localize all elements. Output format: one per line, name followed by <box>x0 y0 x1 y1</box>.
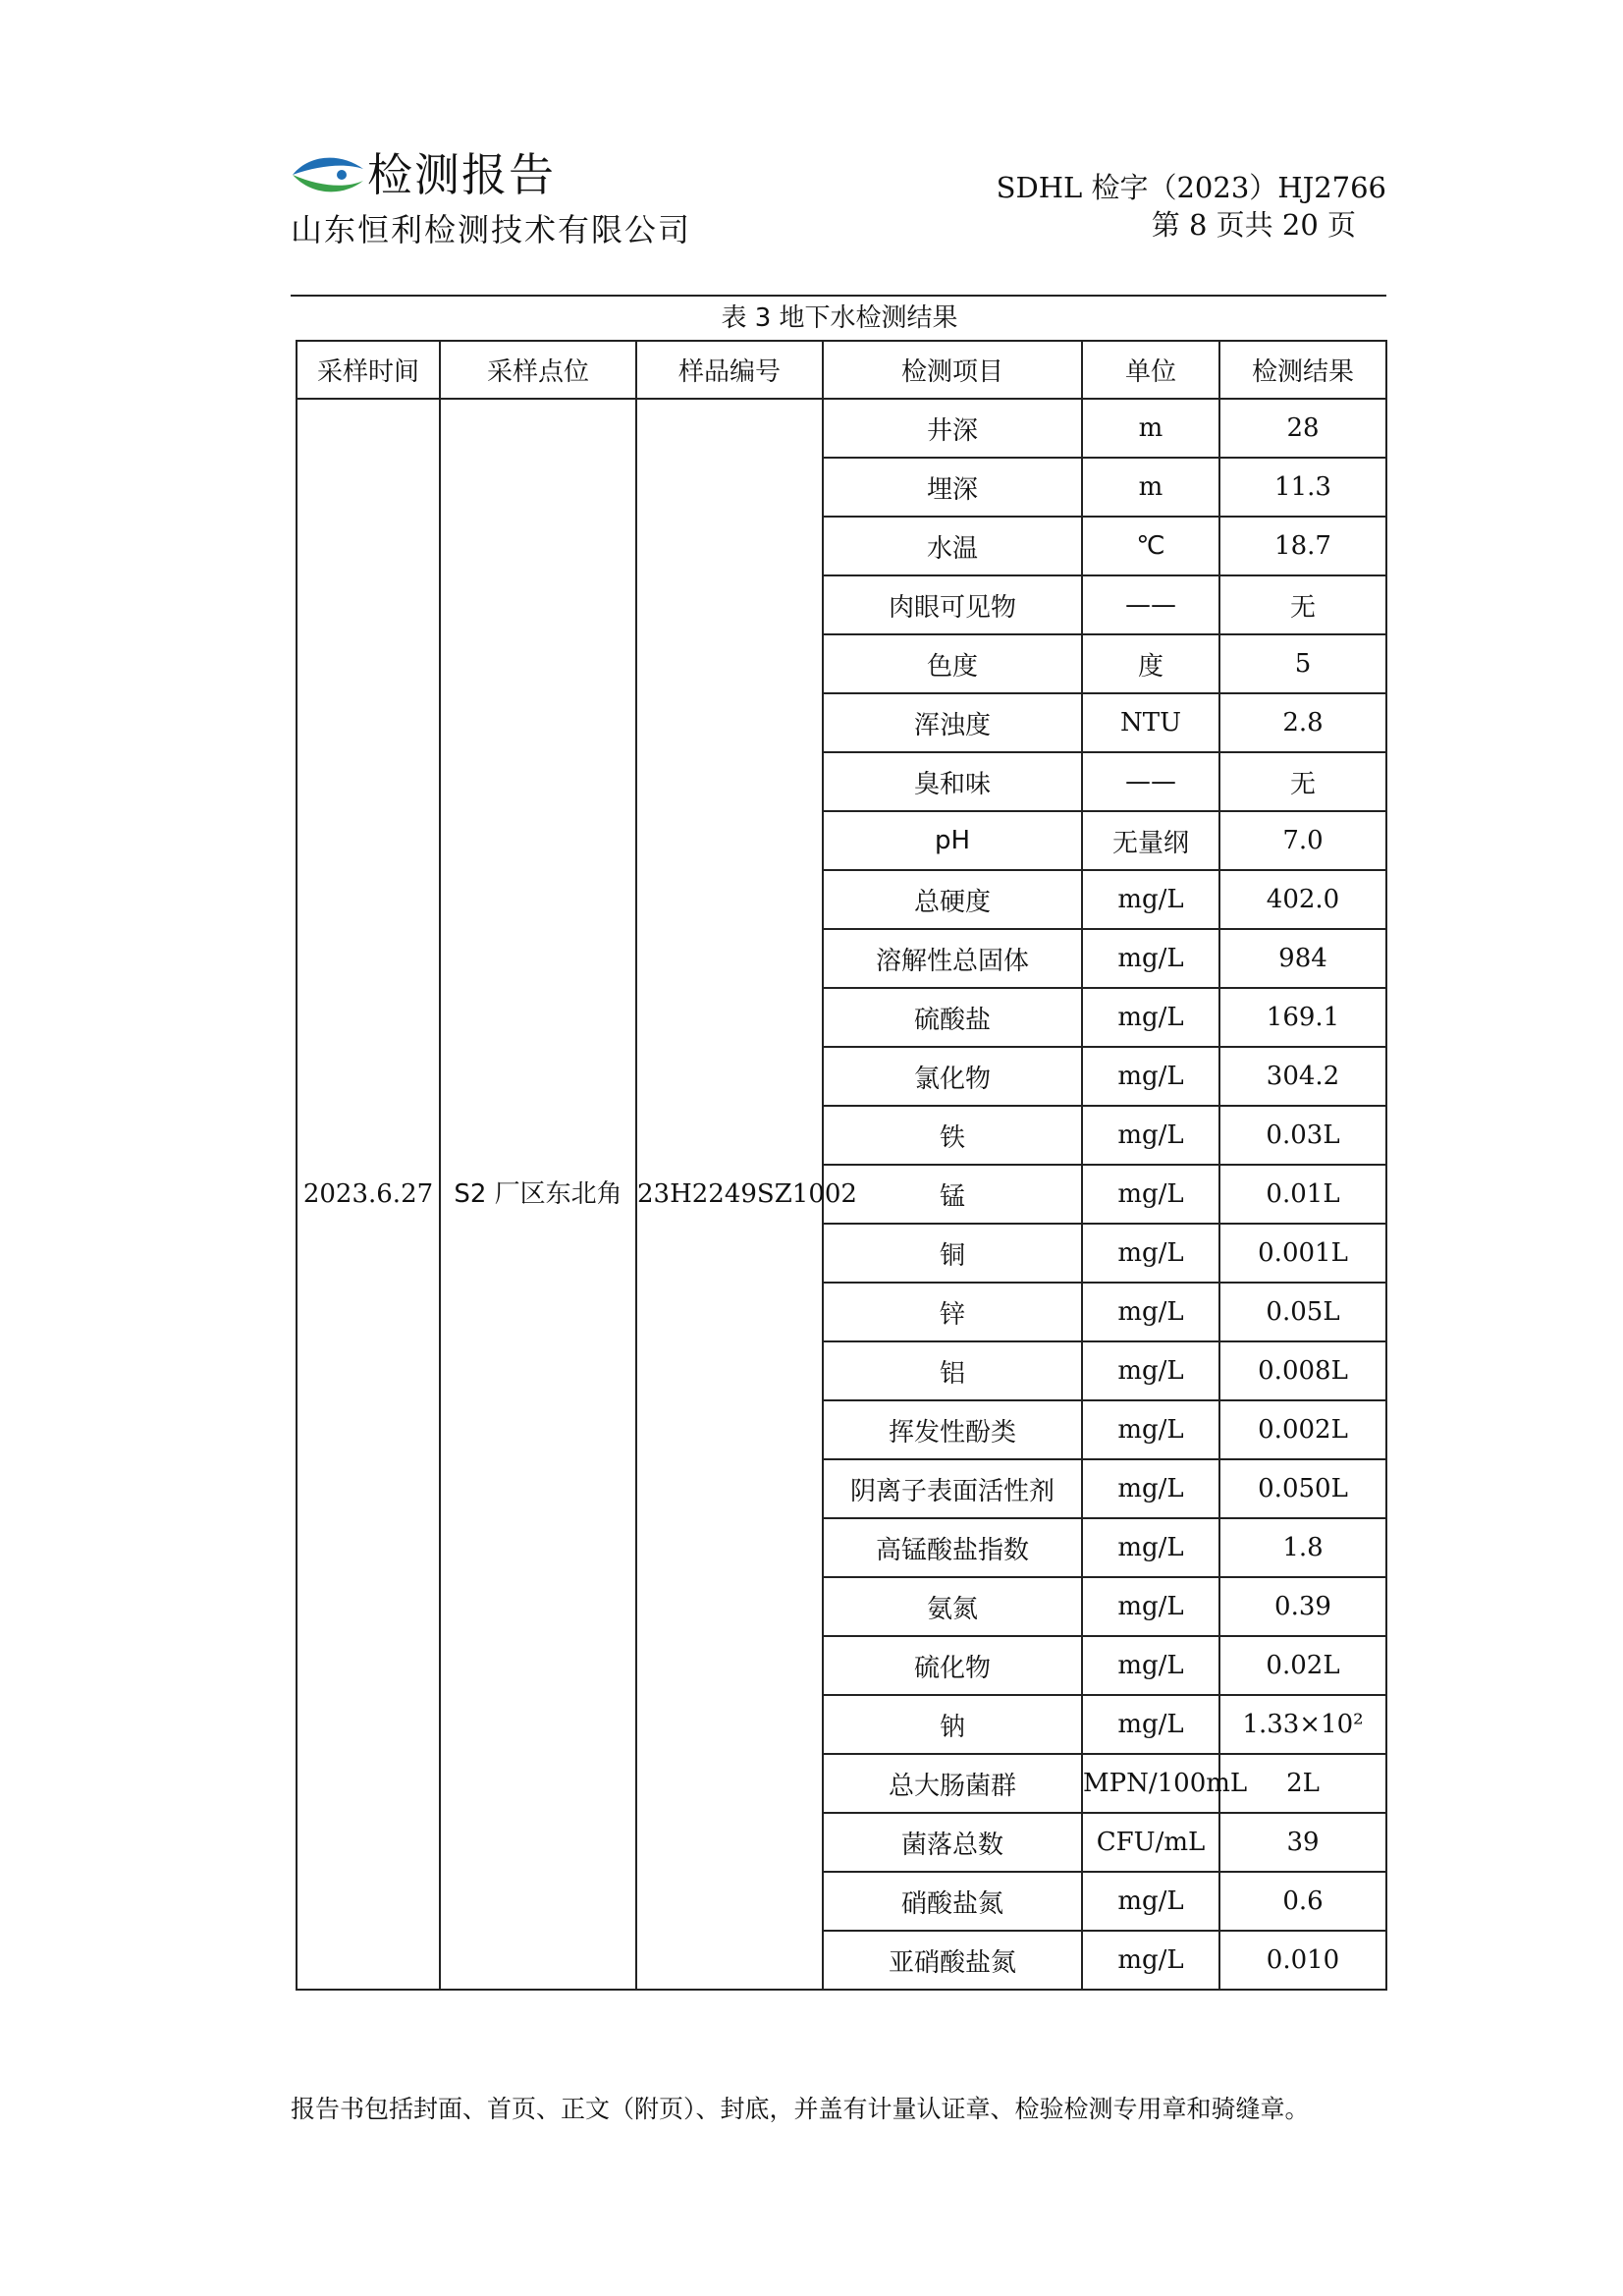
results-table <box>296 340 1387 1991</box>
table-header-row <box>297 341 1386 399</box>
result-cell: 1.33×10² <box>1219 1695 1386 1754</box>
header-unit: 单位 <box>1082 341 1219 399</box>
header-sample-site: 采样点位 <box>440 341 636 399</box>
result-cell: 2.8 <box>1219 693 1386 752</box>
test-item-cell: 铜 <box>823 1224 1082 1283</box>
test-item-cell: 臭和味 <box>823 752 1082 811</box>
unit-cell: m <box>1082 458 1219 517</box>
test-item-cell: 菌落总数 <box>823 1813 1082 1872</box>
result-cell: 304.2 <box>1219 1047 1386 1106</box>
unit-cell: mg/L <box>1082 870 1219 929</box>
unit-cell: mg/L <box>1082 1341 1219 1400</box>
sample-site-cell: S2 厂区东北角 <box>440 399 636 1990</box>
result-cell: 0.03L <box>1219 1106 1386 1165</box>
test-item-cell: 总硬度 <box>823 870 1082 929</box>
sample-id-cell: 23H2249SZ1002 <box>636 399 823 1990</box>
result-cell: 无 <box>1219 752 1386 811</box>
test-item-cell: 铁 <box>823 1106 1082 1165</box>
result-cell: 28 <box>1219 399 1386 458</box>
report-title: 检测报告 <box>367 148 556 201</box>
test-item-cell: 铝 <box>823 1341 1082 1400</box>
company-name: 山东恒利检测技术有限公司 <box>291 211 692 248</box>
unit-cell: m <box>1082 399 1219 458</box>
result-cell: 0.02L <box>1219 1636 1386 1695</box>
result-cell: 402.0 <box>1219 870 1386 929</box>
unit-cell: mg/L <box>1082 1106 1219 1165</box>
result-cell: 984 <box>1219 929 1386 988</box>
unit-cell: 度 <box>1082 634 1219 693</box>
test-item-cell: 水温 <box>823 517 1082 575</box>
result-cell: 169.1 <box>1219 988 1386 1047</box>
result-cell: 无 <box>1219 575 1386 634</box>
unit-cell: mg/L <box>1082 1695 1219 1754</box>
result-cell: 11.3 <box>1219 458 1386 517</box>
table-title: 表 3 地下水检测结果 <box>721 303 958 333</box>
header-sample-id: 样品编号 <box>636 341 823 399</box>
report-number: SDHL 检字（2023）HJ2766 <box>996 171 1386 204</box>
unit-cell: mg/L <box>1082 929 1219 988</box>
test-item-cell: 氯化物 <box>823 1047 1082 1106</box>
result-cell: 7.0 <box>1219 811 1386 870</box>
unit-cell: mg/L <box>1082 1283 1219 1341</box>
unit-cell: 无量纲 <box>1082 811 1219 870</box>
test-item-cell: 埋深 <box>823 458 1082 517</box>
unit-cell: mg/L <box>1082 1518 1219 1577</box>
unit-cell: mg/L <box>1082 1459 1219 1518</box>
test-item-cell: 溶解性总固体 <box>823 929 1082 988</box>
header-divider <box>291 295 1386 297</box>
test-item-cell: 肉眼可见物 <box>823 575 1082 634</box>
test-item-cell: 硝酸盐氮 <box>823 1872 1082 1931</box>
test-item-cell: 钠 <box>823 1695 1082 1754</box>
test-item-cell: 阴离子表面活性剂 <box>823 1459 1082 1518</box>
result-cell: 5 <box>1219 634 1386 693</box>
result-cell: 0.001L <box>1219 1224 1386 1283</box>
unit-cell: mg/L <box>1082 1224 1219 1283</box>
result-cell: 0.6 <box>1219 1872 1386 1931</box>
page-number: 第 8 页共 20 页 <box>1151 208 1356 242</box>
unit-cell: mg/L <box>1082 1577 1219 1636</box>
unit-cell: mg/L <box>1082 1165 1219 1224</box>
test-item-cell: 氨氮 <box>823 1577 1082 1636</box>
test-item-cell: 色度 <box>823 634 1082 693</box>
unit-cell: MPN/100mL <box>1082 1754 1219 1813</box>
result-cell: 39 <box>1219 1813 1386 1872</box>
test-item-cell: 锰 <box>823 1165 1082 1224</box>
result-cell: 1.8 <box>1219 1518 1386 1577</box>
test-item-cell: 硫酸盐 <box>823 988 1082 1047</box>
unit-cell: mg/L <box>1082 1931 1219 1990</box>
unit-cell: NTU <box>1082 693 1219 752</box>
header-result: 检测结果 <box>1219 341 1386 399</box>
test-item-cell: 亚硝酸盐氮 <box>823 1931 1082 1990</box>
sample-time-cell: 2023.6.27 <box>297 399 440 1990</box>
table-row <box>297 399 1386 458</box>
footer-note: 报告书包括封面、首页、正文（附页）、封底，并盖有计量认证章、检验检测专用章和骑缝章。 <box>291 2095 1310 2123</box>
header-sample-time: 采样时间 <box>297 341 440 399</box>
test-item-cell: 硫化物 <box>823 1636 1082 1695</box>
unit-cell: CFU/mL <box>1082 1813 1219 1872</box>
unit-cell: mg/L <box>1082 1400 1219 1459</box>
test-item-cell: 浑浊度 <box>823 693 1082 752</box>
result-cell: 0.01L <box>1219 1165 1386 1224</box>
result-cell: 2L <box>1219 1754 1386 1813</box>
result-cell: 0.05L <box>1219 1283 1386 1341</box>
header-test-item: 检测项目 <box>823 341 1082 399</box>
unit-cell: —— <box>1082 752 1219 811</box>
unit-cell: mg/L <box>1082 988 1219 1047</box>
result-cell: 0.39 <box>1219 1577 1386 1636</box>
unit-cell: mg/L <box>1082 1872 1219 1931</box>
test-item-cell: 高锰酸盐指数 <box>823 1518 1082 1577</box>
result-cell: 0.008L <box>1219 1341 1386 1400</box>
company-logo-icon <box>291 149 365 200</box>
unit-cell: mg/L <box>1082 1047 1219 1106</box>
unit-cell: —— <box>1082 575 1219 634</box>
test-item-cell: 总大肠菌群 <box>823 1754 1082 1813</box>
test-item-cell: 挥发性酚类 <box>823 1400 1082 1459</box>
unit-cell: mg/L <box>1082 1636 1219 1695</box>
test-item-cell: 井深 <box>823 399 1082 458</box>
result-cell: 0.050L <box>1219 1459 1386 1518</box>
result-cell: 0.002L <box>1219 1400 1386 1459</box>
unit-cell: ℃ <box>1082 517 1219 575</box>
test-item-cell: pH <box>823 811 1082 870</box>
result-cell: 0.010 <box>1219 1931 1386 1990</box>
test-item-cell: 锌 <box>823 1283 1082 1341</box>
result-cell: 18.7 <box>1219 517 1386 575</box>
